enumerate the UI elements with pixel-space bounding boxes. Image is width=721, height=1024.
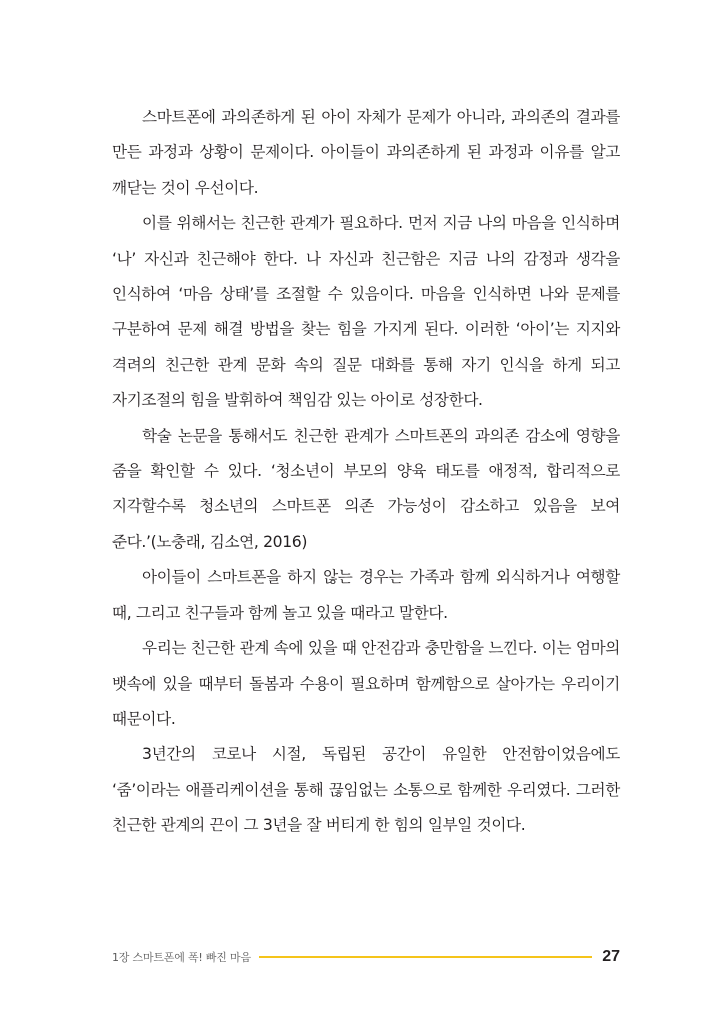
paragraph: 이를 위해서는 친근한 관계가 필요하다. 먼저 지금 나의 마음을 인식하며 ‘나’ 자신과 친근해야 한다. 나 자신과 친근함은 지금 나의 감정과 생각을 인식하여 ‘마음 상태’를 조절할 수 있음이다. 마음을 인식하면 나와 문제를 구분하여 문제 해결 방법을 찾는 힘을 가지게 된다. 이러한 ‘아이’는 지지와 격려의 친근한 관계 문화 속의 질문 대화를 통해 자기 인식을 하게 되고 자기조절의 힘을 발휘하여 책임감 있는 아이로 성장한다. — [112, 214, 620, 410]
paragraph: 스마트폰에 과의존하게 된 아이 자체가 문제가 아니라, 과의존의 결과를 만든 과정과 상황이 문제이다. 아이들이 과의존하게 된 과정과 이유를 알고 깨닫는 것이 우선이다. — [112, 108, 620, 197]
paragraph: 3년간의 코로나 시절, 독립된 공간이 유일한 안전함이었음에도 ‘줌’이라는 애플리케이션을 통해 끊임없는 소통으로 함께한 우리였다. 그러한 친근한 관계의 끈이 그 3년을 잘 버티게 한 힘의 일부일 것이다. — [112, 745, 620, 835]
paragraph: 아이들이 스마트폰을 하지 않는 경우는 가족과 함께 외식하거나 여행할 때, 그리고 친구들과 함께 놀고 있을 때라고 말한다. — [112, 568, 620, 622]
body-text — [112, 100, 620, 844]
paragraph: 우리는 친근한 관계 속에 있을 때 안전감과 충만함을 느낀다. 이는 엄마의 뱃속에 있을 때부터 돌봄과 수용이 필요하며 함께함으로 살아가는 우리이기 때문이다. — [112, 639, 620, 728]
page-number: 27 — [602, 948, 620, 965]
footer-divider — [259, 956, 592, 958]
paragraph: 학술 논문을 통해서도 친근한 관계가 스마트폰의 과의존 감소에 영향을 줌을 확인할 수 있다. ‘청소년이 부모의 양육 태도를 애정적, 합리적으로 지각할수록 청소년의 스마트폰 의존 가능성이 감소하고 있음을 보여 준다.’(노충래, 김소연, 2016) — [112, 426, 620, 551]
chapter-title: 1장 스마트폰에 폭! 빠진 마음 — [112, 951, 251, 964]
page-footer — [112, 943, 620, 971]
